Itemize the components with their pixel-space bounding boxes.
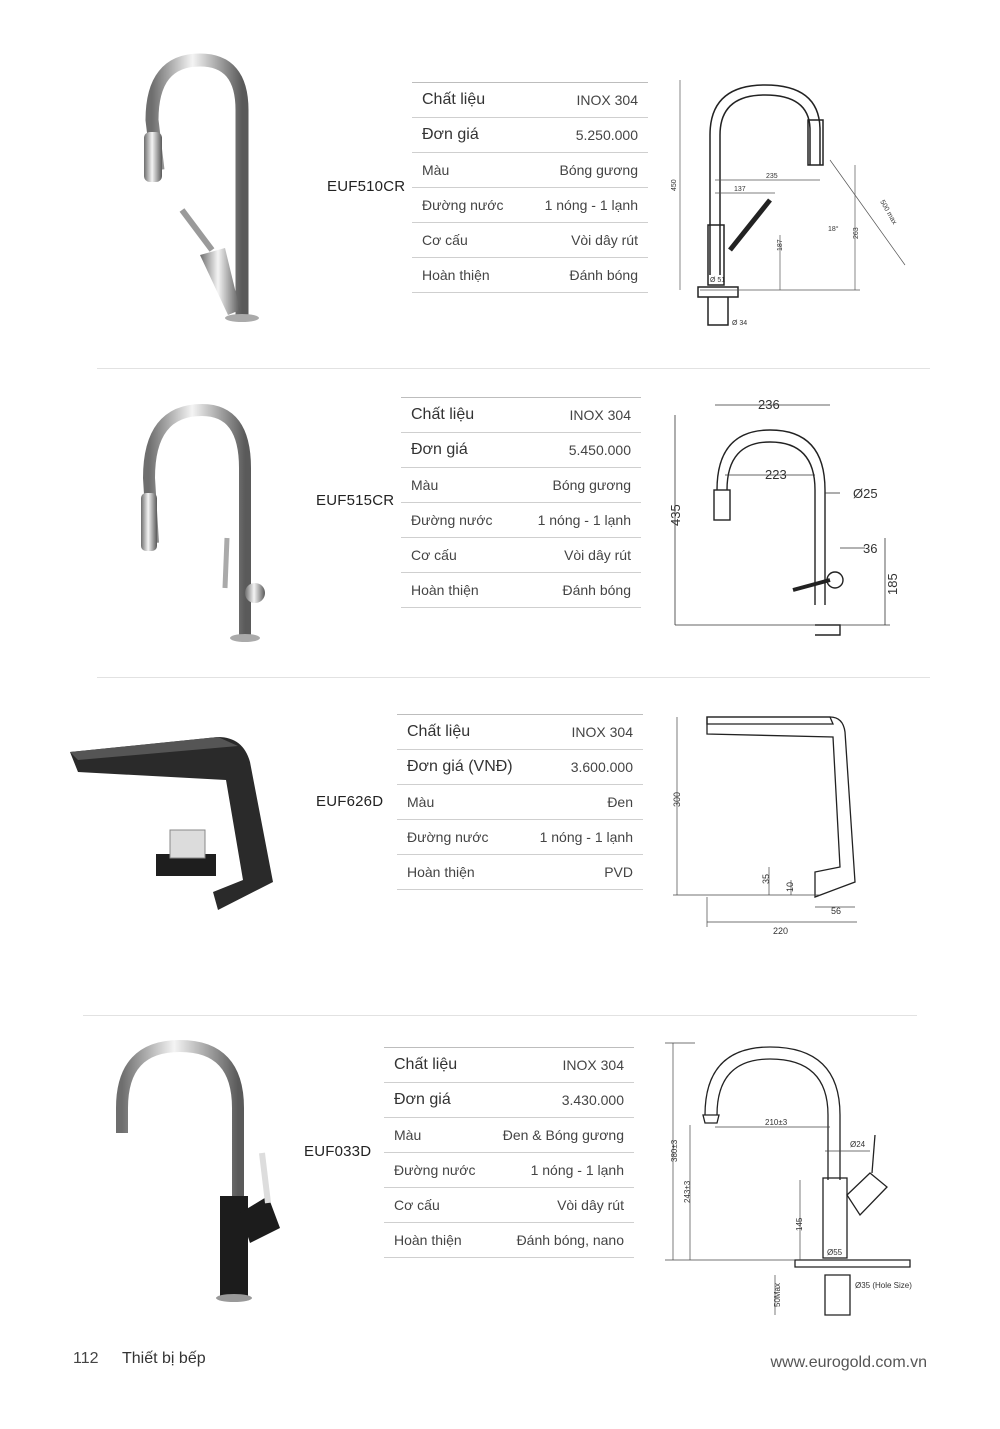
dim-label: 50Max <box>773 1282 782 1307</box>
dim-label: 18° <box>828 226 839 233</box>
spec-row <box>412 258 648 293</box>
technical-drawing-euf626d <box>665 712 885 937</box>
spec-row <box>384 1083 634 1118</box>
spec-label: Hoàn thiện <box>394 1232 462 1248</box>
dim-label: 35 <box>761 873 771 884</box>
dim-label: 300 <box>672 791 682 807</box>
dim-label: 243±3 <box>683 1180 692 1203</box>
dim-label: 185 <box>885 573 900 595</box>
spec-row <box>384 1118 634 1153</box>
spec-value: Vòi dây rút <box>571 232 638 248</box>
dim-label: Ø24 <box>850 1140 866 1149</box>
section-divider <box>97 677 930 678</box>
product-code: EUF510CR <box>327 178 406 195</box>
technical-drawing-euf510cr <box>670 75 920 335</box>
spec-label: Đường nước <box>407 829 489 845</box>
spec-row <box>401 538 641 573</box>
faucet-photo-euf515cr <box>125 398 275 648</box>
spec-value: 5.250.000 <box>575 127 638 143</box>
spec-label: Chất liệu <box>407 723 471 740</box>
spec-row <box>401 398 641 433</box>
spec-table <box>412 82 648 293</box>
spec-value: Bóng gương <box>552 477 631 493</box>
spec-table <box>384 1047 634 1258</box>
spec-row <box>384 1153 634 1188</box>
faucet-photo-euf626d <box>68 732 298 912</box>
product-code: EUF033D <box>304 1143 372 1160</box>
spec-label: Màu <box>422 162 450 178</box>
spec-label: Hoàn thiện <box>422 267 490 283</box>
spec-table <box>401 397 641 608</box>
spec-table <box>397 714 643 890</box>
website-link[interactable]: www.eurogold.com.vn <box>770 1354 927 1371</box>
section-divider <box>83 1015 917 1016</box>
spec-row <box>397 785 643 820</box>
dim-label: 137 <box>734 186 746 193</box>
spec-label: Chất liệu <box>411 406 475 423</box>
spec-row <box>401 503 641 538</box>
spec-value: Bóng gương <box>559 162 638 178</box>
dim-label: 500 max <box>878 199 898 226</box>
dim-label: 220 <box>773 926 789 936</box>
technical-drawing-euf515cr <box>665 395 905 645</box>
product-code: EUF515CR <box>316 492 395 509</box>
spec-value: INOX 304 <box>562 1057 624 1073</box>
spec-value: PVD <box>604 864 633 880</box>
spec-value: Vòi dây rút <box>564 547 631 563</box>
spec-row <box>397 750 643 785</box>
spec-row <box>384 1223 634 1258</box>
spec-row <box>412 153 648 188</box>
spec-row <box>397 820 643 855</box>
spec-label: Hoàn thiện <box>411 582 479 598</box>
dim-label: 145 <box>795 1217 804 1231</box>
spec-row <box>384 1188 634 1223</box>
spec-row <box>412 83 648 118</box>
spec-row <box>412 188 648 223</box>
spec-value: Vòi dây rút <box>557 1197 624 1213</box>
dim-label: 263 <box>853 227 860 239</box>
spec-value: 5.450.000 <box>568 442 631 458</box>
dim-label: Ø 34 <box>732 320 748 327</box>
spec-row <box>397 715 643 750</box>
spec-value: INOX 304 <box>569 407 631 423</box>
section-title: Thiết bị bếp <box>122 1350 206 1367</box>
dim-label: Ø25 <box>853 486 878 501</box>
spec-value: Đánh bóng, nano <box>516 1232 624 1248</box>
dim-label: 235 <box>766 173 778 180</box>
spec-label: Chất liệu <box>422 91 486 108</box>
spec-value: 3.430.000 <box>561 1092 624 1108</box>
spec-label: Màu <box>411 477 439 493</box>
spec-row <box>401 468 641 503</box>
page-number: 112 <box>73 1350 99 1367</box>
spec-label: Màu <box>394 1127 422 1143</box>
spec-value: 1 nóng - 1 lạnh <box>544 197 638 213</box>
spec-value: 3.600.000 <box>570 759 633 775</box>
spec-label: Cơ cấu <box>422 232 468 248</box>
spec-value: Đánh bóng <box>562 582 631 598</box>
spec-value: 1 nóng - 1 lạnh <box>537 512 631 528</box>
dim-label: 36 <box>863 541 878 556</box>
product-code: EUF626D <box>316 793 384 810</box>
spec-value: 1 nóng - 1 lạnh <box>530 1162 624 1178</box>
spec-label: Hoàn thiện <box>407 864 475 880</box>
dim-label: 223 <box>765 467 787 482</box>
spec-label: Cơ cấu <box>411 547 457 563</box>
dim-label: 210±3 <box>765 1118 788 1127</box>
faucet-photo-euf510cr <box>130 50 280 330</box>
dim-label: Ø 51 <box>710 277 726 284</box>
spec-value: Đánh bóng <box>569 267 638 283</box>
dim-label: 435 <box>668 504 683 526</box>
spec-value: INOX 304 <box>571 724 633 740</box>
spec-label: Đường nước <box>394 1162 476 1178</box>
spec-row <box>412 118 648 153</box>
spec-value: INOX 304 <box>576 92 638 108</box>
spec-label: Đơn giá <box>422 126 479 143</box>
spec-label: Đơn giá <box>394 1091 451 1108</box>
dim-label: 450 <box>671 179 678 191</box>
spec-value: Đen & Bóng gương <box>502 1127 624 1143</box>
spec-row <box>401 573 641 608</box>
dim-label: 187 <box>777 239 784 251</box>
dim-label: Ø35 (Hole Size) <box>855 1281 912 1290</box>
dim-label: Ø55 <box>827 1248 843 1257</box>
dim-label: 10 <box>785 881 795 892</box>
spec-value: Đen <box>607 794 633 810</box>
spec-row <box>401 433 641 468</box>
spec-label: Đơn giá <box>411 441 468 458</box>
spec-label: Đường nước <box>422 197 504 213</box>
faucet-photo-euf033d <box>110 1038 280 1308</box>
spec-label: Đường nước <box>411 512 493 528</box>
spec-label: Màu <box>407 794 435 810</box>
dim-label: 56 <box>831 906 842 916</box>
dim-label: 236 <box>758 397 780 412</box>
spec-label: Cơ cấu <box>394 1197 440 1213</box>
technical-drawing-euf033d <box>655 1035 920 1320</box>
spec-row <box>384 1048 634 1083</box>
spec-label: Đơn giá (VNĐ) <box>407 758 513 775</box>
spec-value: 1 nóng - 1 lạnh <box>539 829 633 845</box>
section-divider <box>97 368 930 369</box>
spec-row <box>397 855 643 890</box>
spec-label: Chất liệu <box>394 1056 458 1073</box>
spec-row <box>412 223 648 258</box>
dim-label: 380±3 <box>670 1139 679 1162</box>
